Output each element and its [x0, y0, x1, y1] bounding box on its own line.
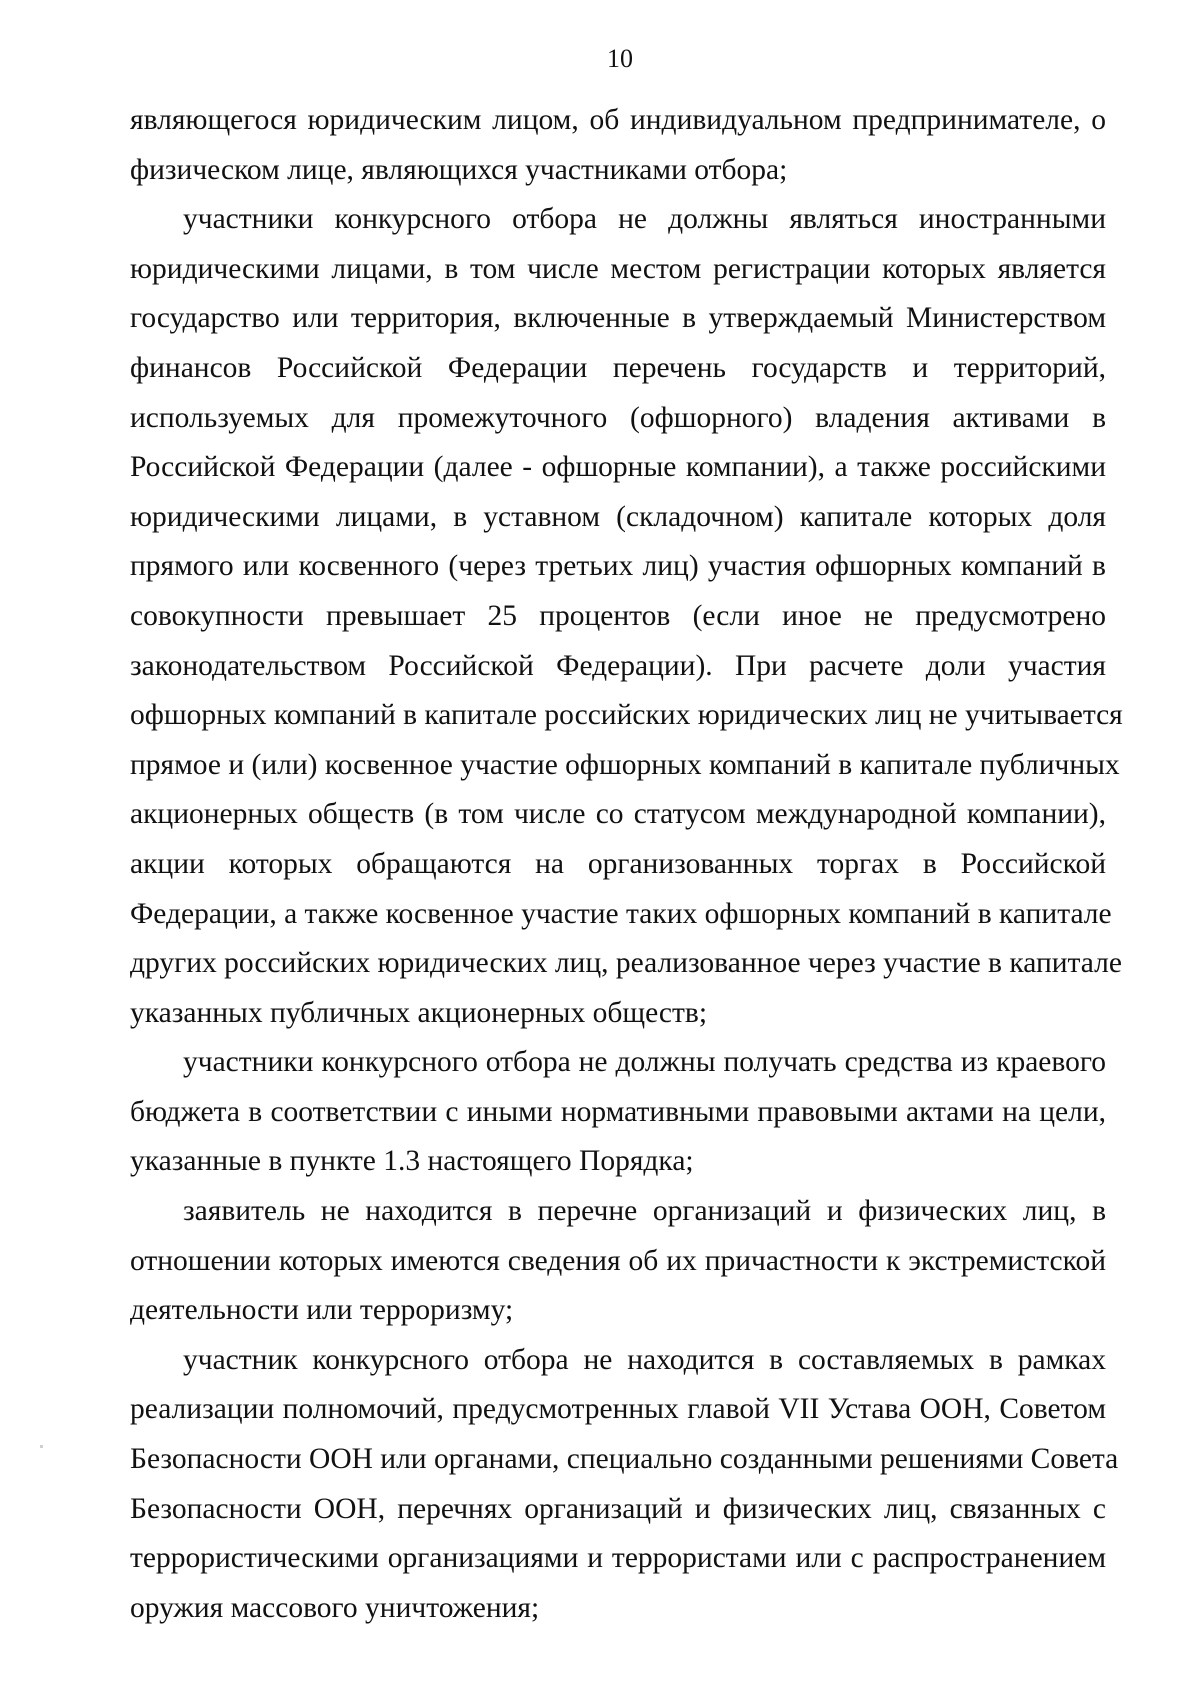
text-line: юридическими лицами, в том числе местом регистрации которых является: [130, 252, 1106, 285]
text-line: бюджета в соответствии с иными нормативными правовыми актами на цели,: [130, 1095, 1106, 1128]
text-line: отношении которых имеются сведения об их причастности к экстремистской: [130, 1244, 1106, 1277]
text-line: юридическими лицами, в уставном (складочном) капитале которых доля: [130, 500, 1106, 533]
document-body: [130, 96, 1123, 1633]
text-line: Федерации, а также косвенное участие таких офшорных компаний в капитале: [130, 897, 1112, 930]
text-line: террористическими организациями и террористами или с распространением: [130, 1542, 1106, 1575]
paragraph: [130, 1038, 1106, 1187]
text-line: указанных публичных акционерных обществ;: [130, 996, 708, 1029]
text-line: участники конкурсного отбора не должны получать средства из краевого: [183, 1046, 1106, 1079]
text-line: законодательством Российской Федерации). При расчете доли участия: [130, 649, 1106, 682]
text-line: реализации полномочий, предусмотренных главой VII Устава ООН, Советом: [130, 1393, 1106, 1426]
text-line: совокупности превышает 25 процентов (если иное не предусмотрено: [130, 599, 1106, 632]
text-line: указанные в пункте 1.3 настоящего Порядка;: [130, 1145, 694, 1178]
text-line: акционерных обществ (в том числе со статусом международной компании),: [130, 798, 1106, 831]
page-number: 10: [607, 44, 633, 73]
text-line: акции которых обращаются на организованных торгах в Российской: [130, 847, 1106, 880]
paragraph: [130, 1336, 1119, 1634]
text-line: заявитель не находится в перечне организаций и физических лиц, в: [183, 1195, 1106, 1228]
paragraph: [130, 195, 1123, 1038]
text-line: оружия массового уничтожения;: [130, 1591, 540, 1624]
text-line: деятельности или терроризму;: [130, 1294, 514, 1327]
paragraph: [130, 1187, 1106, 1336]
text-line: прямого или косвенного (через третьих лиц) участия офшорных компаний в: [130, 550, 1106, 583]
text-line: участники конкурсного отбора не должны являться иностранными: [183, 203, 1106, 236]
text-line: других российских юридических лиц, реализованное через участие в капитале: [130, 947, 1122, 980]
text-line: являющегося юридическим лицом, об индивидуальном предпринимателе, о: [130, 104, 1106, 136]
text-line: Безопасности ООН или органами, специально созданными решениями Совета: [130, 1443, 1119, 1476]
text-line: физическом лице, являющихся участниками отбора;: [130, 153, 788, 186]
scan-artifact: [40, 1445, 43, 1448]
text-line: государство или территория, включенные в утверждаемый Министерством: [130, 302, 1106, 335]
text-line: участник конкурсного отбора не находится в составляемых в рамках: [183, 1343, 1106, 1376]
text-line: Российской Федерации (далее - офшорные компании), а также российскими: [130, 451, 1106, 484]
text-line: Безопасности ООН, перечнях организаций и физических лиц, связанных с: [130, 1492, 1106, 1525]
paragraph: [130, 96, 1106, 195]
text-line: офшорных компаний в капитале российских юридических лиц не учитывается: [130, 699, 1123, 732]
text-line: прямое и (или) косвенное участие офшорных компаний в капитале публичных: [130, 748, 1120, 781]
text-line: используемых для промежуточного (офшорного) владения активами в: [130, 401, 1106, 434]
text-line: финансов Российской Федерации перечень государств и территорий,: [130, 351, 1106, 384]
